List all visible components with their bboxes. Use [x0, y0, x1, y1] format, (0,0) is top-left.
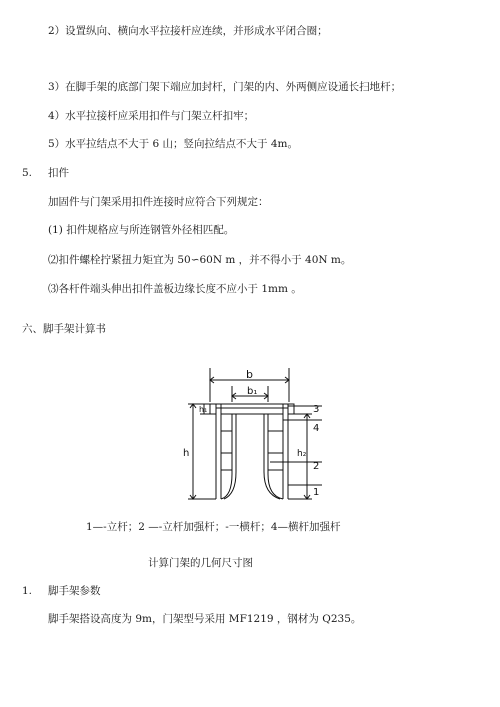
- label-4: 4: [313, 423, 320, 434]
- rule-item: (1) 扣件规格应与所连钢管外径相匹配。: [48, 224, 235, 236]
- label-b: b: [246, 368, 253, 381]
- section-heading: 六、脚手架计算书: [22, 323, 106, 335]
- list-item: 2）设置纵向、横向水平拉接杆应连续，并形成水平闭合圈；: [48, 25, 328, 37]
- list-item: 3）在脚手架的底部门架下端应加封杆，门架的内、外两侧应设通长扫地杆；: [48, 81, 402, 93]
- section-number: 1.: [22, 585, 33, 597]
- rule-item: ⑶各杆件端头伸出扣件盖板边缘长度不应小于 1mm 。: [48, 283, 302, 295]
- figure-legend: 1—-立杆；2 —-立杆加强杆；-一横杆；4—横杆加强杆: [86, 521, 341, 533]
- label-h2: h₂: [297, 449, 307, 459]
- label-2: 2: [313, 461, 320, 472]
- label-3: 3: [313, 404, 320, 415]
- section-intro: 加固件与门架采用扣件连接时应符合下列规定：: [48, 196, 269, 208]
- list-item: 4）水平拉接杆应采用扣件与门架立杆扣牢；: [48, 110, 255, 122]
- section-title: 扣件: [48, 167, 69, 179]
- section-number: 5.: [22, 167, 33, 179]
- list-item: 5）水平拉结点不大于 6 山；竖向拉结点不大于 4m。: [48, 138, 299, 150]
- label-h1: h₁: [199, 405, 208, 414]
- section-title: 脚手架参数: [48, 585, 101, 597]
- rule-item: ⑵扣件螺栓拧紧扭力矩宜为 50∽60N m ，并不得小于 40N m。: [48, 254, 352, 266]
- figure-caption: 计算门架的几何尺寸图: [148, 557, 253, 569]
- label-1: 1: [313, 487, 320, 498]
- params-text: 脚手架搭设高度为 9m，门架型号采用 MF1219 ，钢材为 Q235。: [48, 613, 362, 625]
- label-h: h: [183, 448, 190, 459]
- label-b1: b₁: [247, 386, 258, 397]
